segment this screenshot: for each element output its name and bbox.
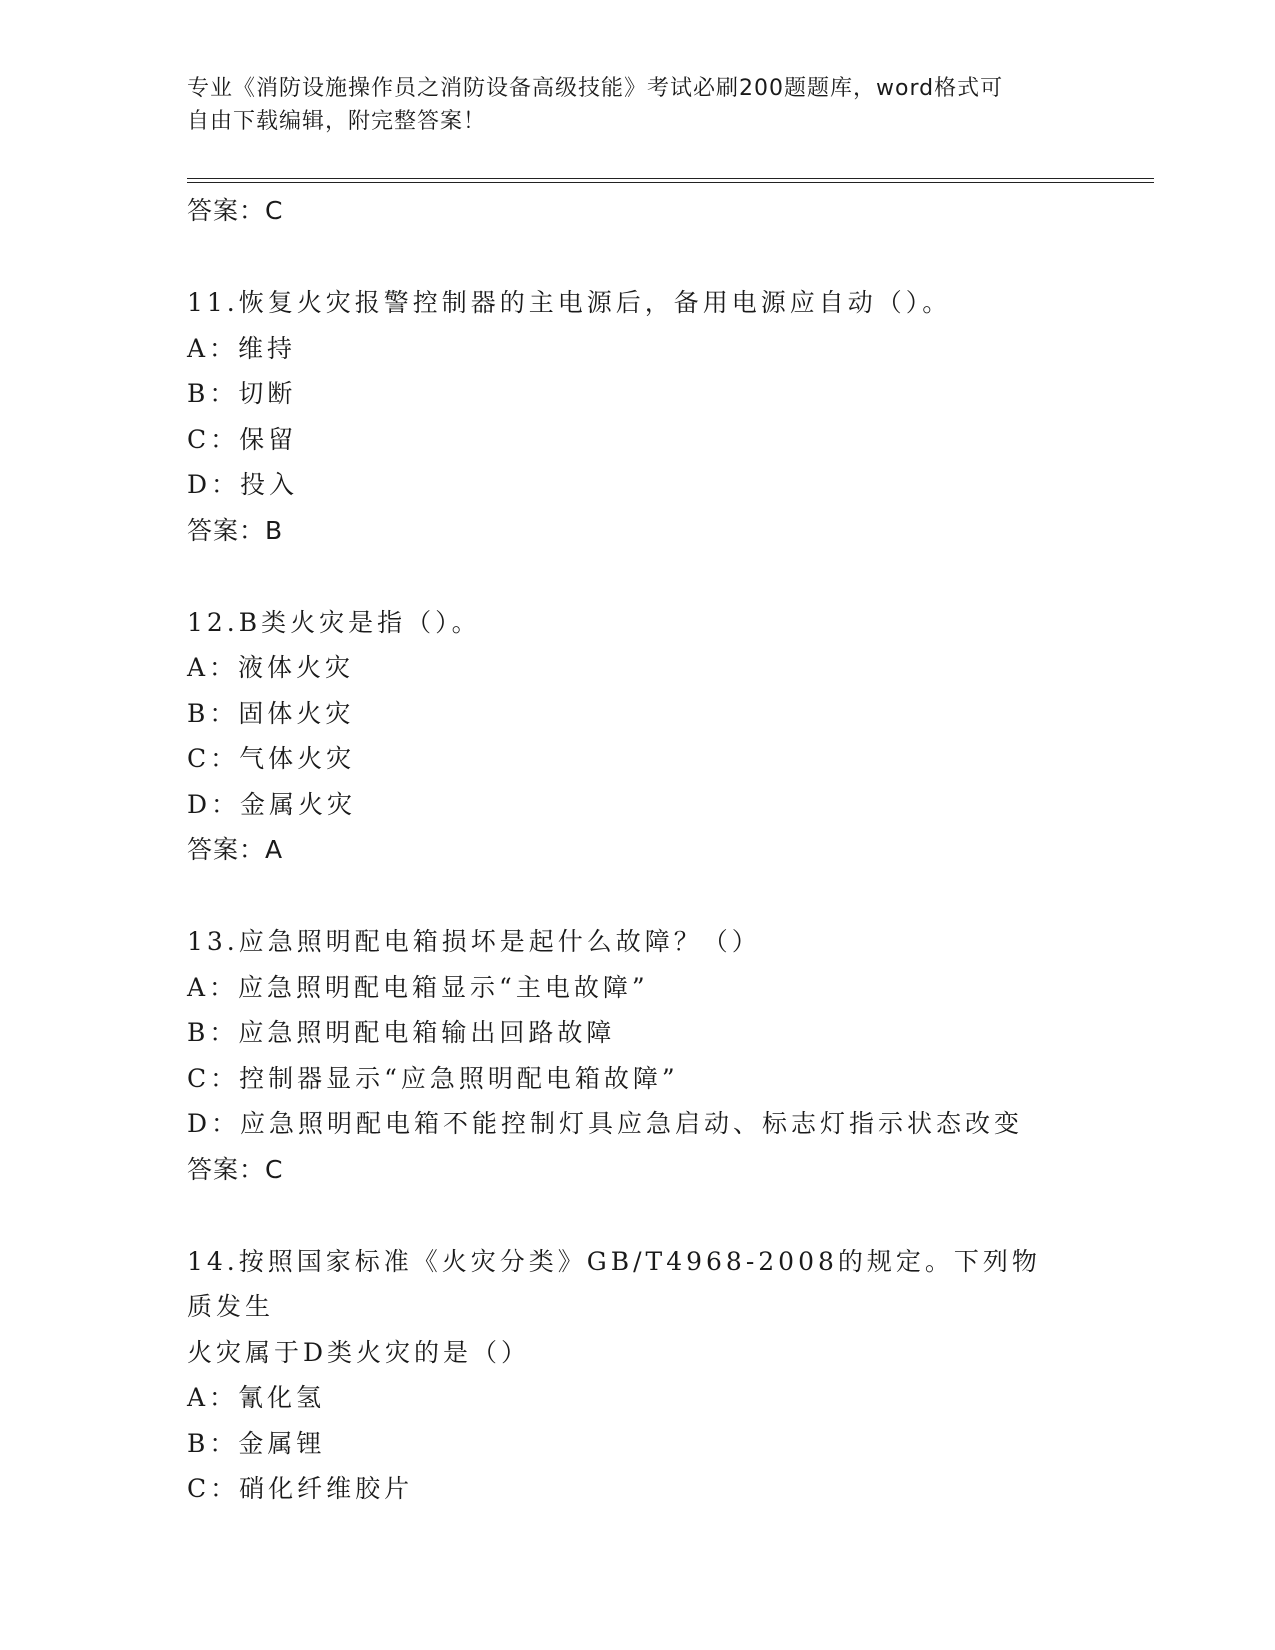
document-header	[187, 72, 1067, 138]
question-stem-line-2: 火灾属于D类火灾的是（）	[187, 1337, 531, 1367]
option-b: B：应急照明配电箱输出回路故障	[187, 1018, 616, 1047]
option-c: C：硝化纤维胶片	[187, 1474, 414, 1503]
option-d: D：金属火灾	[187, 789, 357, 819]
header-divider	[187, 178, 1154, 183]
option-d: D：应急照明配电箱不能控制灯具应急启动、标志灯指示状态改变	[187, 1109, 1024, 1138]
question-block-11	[187, 280, 1067, 553]
document-body	[187, 188, 1067, 1512]
option-a: A：液体火灾	[187, 653, 355, 682]
option-b: B：切断	[187, 379, 297, 408]
option-a: A：应急照明配电箱显示“主电故障”	[187, 972, 649, 1002]
option-c: C：保留	[187, 424, 298, 454]
spacer	[187, 1192, 1067, 1239]
option-a: A：维持	[187, 333, 297, 363]
question-stem: 12.B类火灾是指（）。	[187, 607, 481, 637]
answer-line: 答案：A	[187, 835, 284, 864]
answer-prev: 答案：C	[187, 196, 284, 225]
option-b: B：金属锂	[187, 1428, 326, 1458]
option-a: A：氰化氢	[187, 1383, 326, 1412]
option-d: D：投入	[187, 470, 299, 499]
answer-line: 答案：C	[187, 1154, 284, 1184]
spacer	[187, 233, 1067, 280]
question-block-14	[187, 1239, 1067, 1512]
header-line-2: 自由下载编辑，附完整答案！	[187, 109, 487, 134]
question-stem: 11.恢复火灾报警控制器的主电源后，备用电源应自动（）。	[187, 288, 952, 317]
option-b: B：固体火灾	[187, 698, 355, 728]
spacer	[187, 872, 1067, 919]
question-block-12	[187, 600, 1067, 873]
question-stem: 13.应急照明配电箱损坏是起什么故障？（）	[187, 927, 761, 956]
answer-line: 答案：B	[187, 515, 284, 545]
header-line-1: 专业《消防设施操作员之消防设备高级技能》考试必刷200题题库，word格式可	[187, 76, 1004, 101]
spacer	[187, 553, 1067, 600]
question-block-13	[187, 919, 1067, 1192]
option-c: C：气体火灾	[187, 744, 356, 773]
option-c: C：控制器显示“应急照明配电箱故障”	[187, 1063, 679, 1093]
question-stem-line-1: 14.按照国家标准《火灾分类》GB/T4968-2008的规定。下列物质发生	[187, 1246, 1041, 1321]
